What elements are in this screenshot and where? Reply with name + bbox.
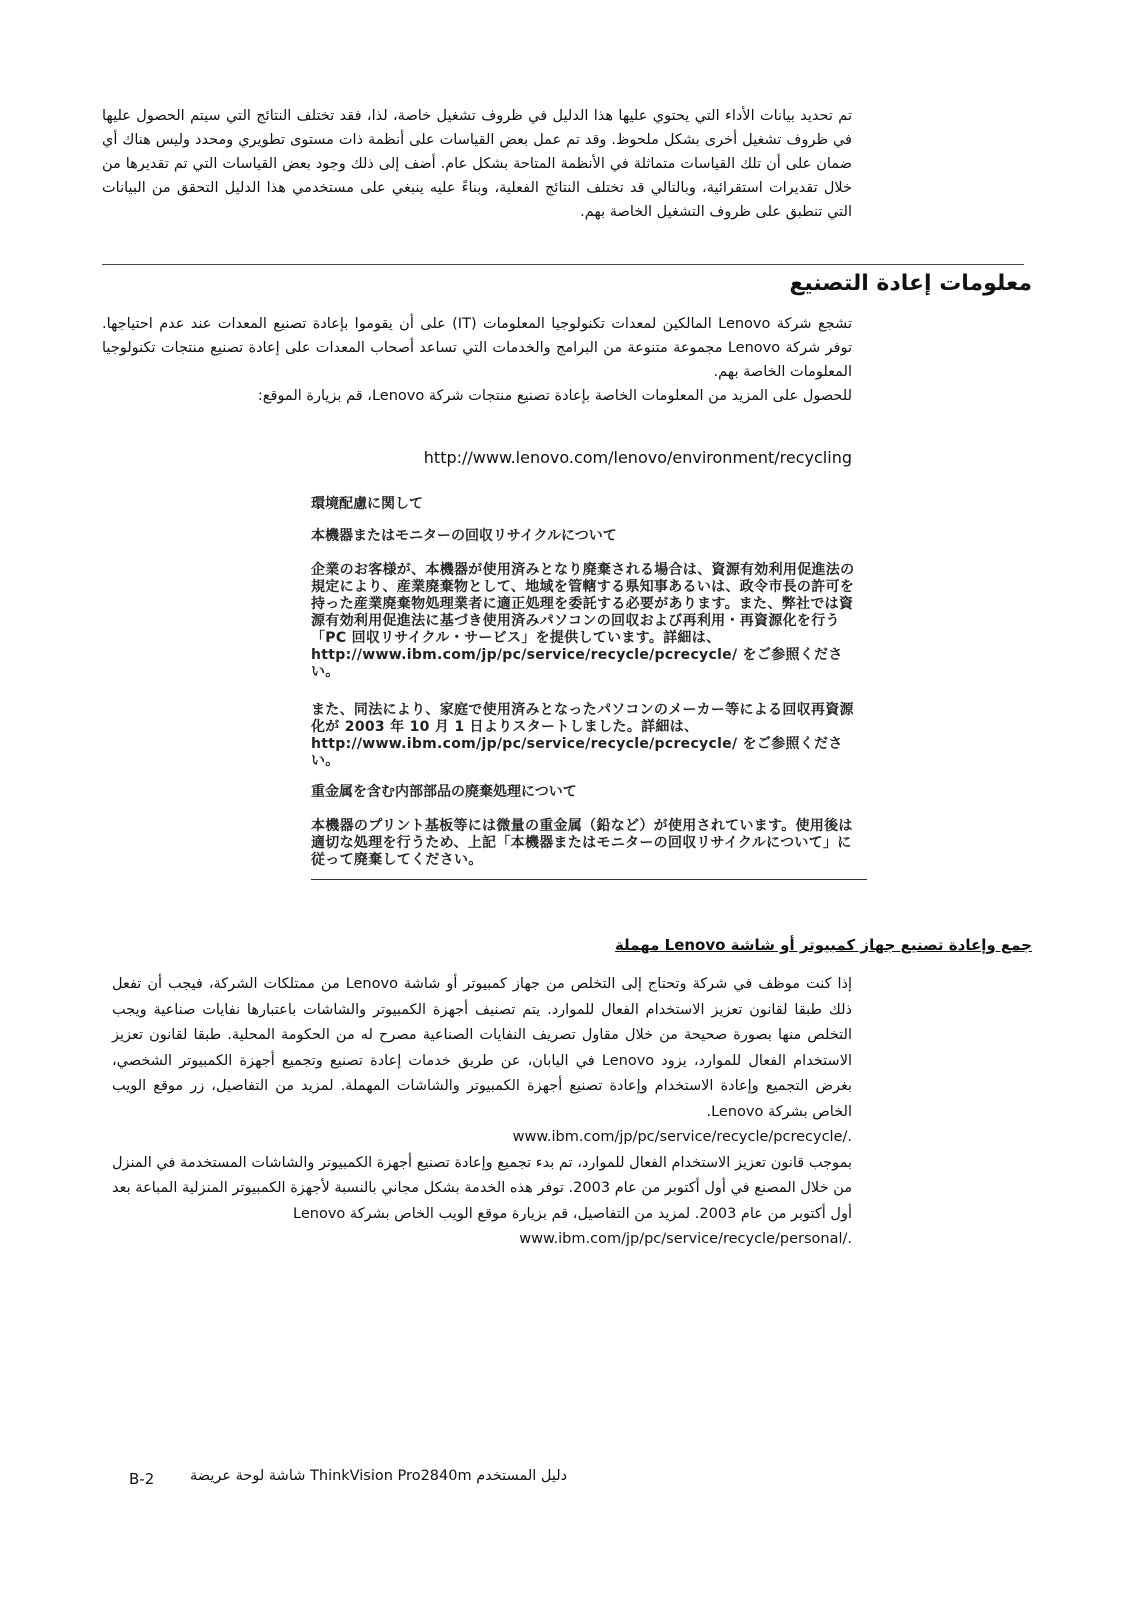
page-number: B-2 xyxy=(129,1470,155,1488)
jp-paragraph-heavy-metals: 本機器のプリント基板等には微量の重金属（鉛など）が使用されています。使用後は適切な処理を行うため、上記「本機器またはモニターの回収リサイクルについて」に従って廃棄してください。 xyxy=(311,818,853,868)
jp-subheading-recycle: 本機器またはモニターの回収リサイクルについて xyxy=(311,528,617,544)
jp-paragraph-home: また、同法により、家庭で使用済みとなったパソコンのメーカー等による回収再資源化が 2003 年 10 月 1 日よりスタートしました。詳細は、http://www.ibm.com/jp/pc/service/recycle/pcrecycle/ をご参照ください。 xyxy=(311,702,854,769)
jp-heading: 環境配慮に関して xyxy=(311,496,423,512)
collection-text-1: إذا كنت موظف في شركة وتحتاج إلى التخلص من جهاز كمبيوتر أو شاشة Lenovo من ممتلكات الشركة، فيجب أن تفعل ذلك طبقا لقانون تعزيز الاستخدام الفعال للموارد. يتم تصنيف أجهزة الكمبيوتر والشاشات باعتبارها نفايات صناعية ويجب التخلص منها بصورة صحيحة من خلال مقاول تصريف النفايات الصناعية مصرح له من الحكومة المحلية. طبقا لقانون تعزيز الاستخدام الفعال للموارد، يزود Lenovo في اليابان، عن طريق خدمات إعادة تصنيع وتجميع أجهزة الكمبيوتر الشخصي، بغرض التجميع وإعادة الاستخدام وإعادة تصنيع أجهزة الكمبيوتر والشاشات المهملة. لمزيد من التفاصيل، زر موقع الويب الخاص بشركة Lenovo. xyxy=(112,976,853,1120)
collection-text-2: بموجب قانون تعزيز الاستخدام الفعال للموارد، تم بدء تجميع وإعادة تصنيع أجهزة الكمبيوتر والشاشات المستخدمة في المنزل من خلال المصنع في أول أكتوبر من عام 2003. توفر هذه الخدمة بشكل مجاني بالنسبة لأجهزة الكمبيوتر المنزلية المباعة بعد أول أكتوبر من عام 2003. لمزيد من التفاصيل، قم بزيارة موقع الويب الخاص بشركة Lenovo xyxy=(112,1154,853,1222)
recycling-paragraph: تشجع شركة Lenovo المالكين لمعدات تكنولوجيا المعلومات (IT) على أن يقوموا بإعادة تصنيع المعدات عند عدم احتياجها. توفر شركة Lenovo مجموعة متنوعة من البرامج والخدمات التي تساعد أصحاب المعدات على إعادة تصنيع منتجات تكنولوجيا المعلومات الخاصة بهم. xyxy=(102,316,852,380)
personal-recycle-url-link[interactable]: www.ibm.com/jp/pc/service/recycle/personal/. xyxy=(519,1231,852,1247)
collection-body xyxy=(112,972,852,1253)
intro-paragraph: تم تحديد بيانات الأداء التي يحتوي عليها هذا الدليل في ظروف تشغيل خاصة، لذا، فقد تختلف النتائج التي سيتم الحصول عليها في ظروف تشغيل أخرى بشكل ملحوظ. وقد تم عمل بعض القياسات على أنظمة ذات مستوى تطويري ومحدد وليس هناك أي ضمان على أن تلك القياسات متماثلة في الأنظمة المتاحة بشكل عام. أضف إلى ذلك وجود بعض القياسات التي تم تقديرها من خلال تقديرات استقرائية، وبالتالي قد تختلف النتائج الفعلية، وبناءً عليه ينبغي على مستخدمي هذا الدليل التحقق من البيانات التي تنطبق على ظروف التشغيل الخاصة بهم. xyxy=(102,108,852,220)
pcrecycle-url-link[interactable]: www.ibm.com/jp/pc/service/recycle/pcrecycle/. xyxy=(512,1129,852,1145)
jp-subheading-heavy-metals: 重金属を含む内部部品の廃棄処理について xyxy=(311,784,577,800)
collection-title: جمع وإعادة تصنيع جهاز كمبيوتر أو شاشة Lenovo مهملة xyxy=(614,936,1032,954)
japanese-notice-divider xyxy=(311,879,867,880)
section-title: معلومات إعادة التصنيع xyxy=(789,271,1032,296)
recycling-info-paragraph: للحصول على المزيد من المعلومات الخاصة بإعادة تصنيع منتجات شركة Lenovo، قم بزيارة الموقع: xyxy=(257,388,852,404)
section-divider xyxy=(102,264,1024,265)
footer-title: دليل المستخدم ThinkVision Pro2840m شاشة لوحة عريضة xyxy=(190,1468,568,1484)
recycling-url-link[interactable]: http://www.lenovo.com/lenovo/environment/recycling xyxy=(423,448,852,467)
jp-paragraph-business: 企業のお客様が、本機器が使用済みとなり廃棄される場合は、資源有効利用促進法の規定により、産業廃棄物として、地域を管轄する県知事あるいは、政令市長の許可を持った産業廃棄物処理業者に適正処理を委託する必要があります。また、弊社では資源有効利用促進法に基づき使用済みパソコンの回収および再利用・再資源化を行う「PC 回収リサイクル・サービス」を提供しています。詳細は、http://www.ibm.com/jp/pc/service/recycle/pcrecycle/ をご参照ください。 xyxy=(311,562,855,680)
